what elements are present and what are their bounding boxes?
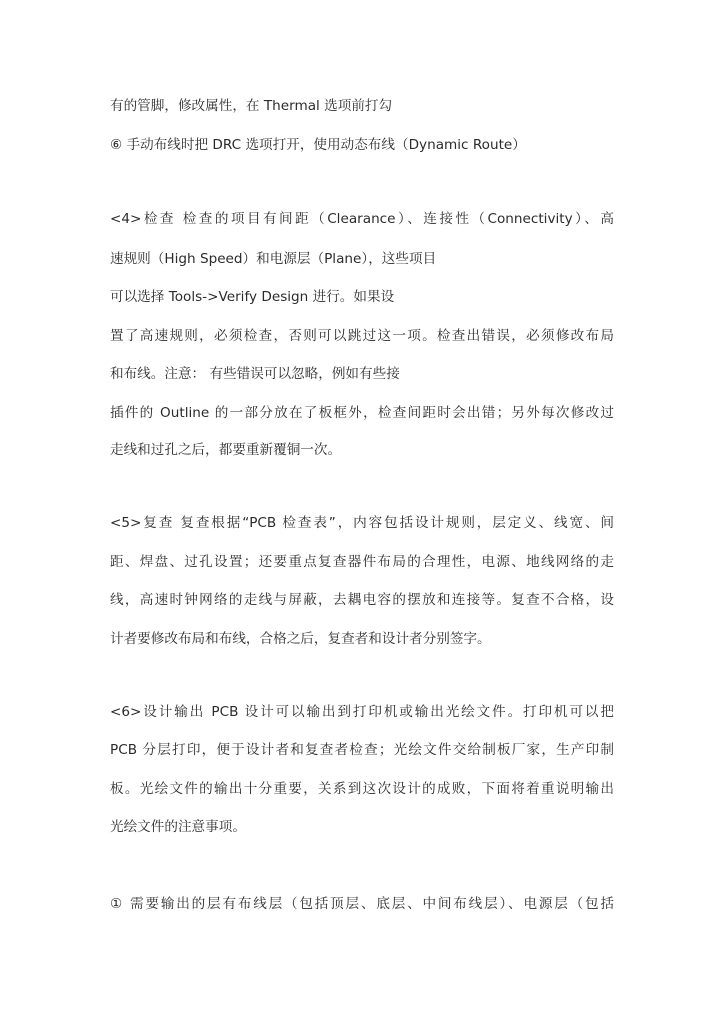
paragraph-line: 走线和过孔之后，都要重新覆铜一次。 [110, 442, 342, 458]
paragraph-line: 计者要修改布局和布线，合格之后，复查者和设计者分别签字。 [110, 631, 491, 647]
paragraph-line: 线，高速时钟网络的走线与屏蔽，去耦电容的摆放和连接等。复查不合格，设 [110, 592, 614, 608]
paragraph-line: 置了高速规则，必须检查，否则可以跳过这一项。检查出错误，必须修改布局 [110, 328, 614, 344]
paragraph-line: 插件的 Outline 的一部分放在了板框外，检查间距时会出错；另外每次修改过 [110, 405, 614, 421]
section-4-heading-line: <4>检查 检查的项目有间距（Clearance）、连接性（Connectivity）、高 [110, 211, 614, 227]
paragraph-line: 和布线。注意： 有些错误可以忽略，例如有些接 [110, 366, 400, 382]
paragraph-line: 可以选择 Tools->Verify Design 进行。如果设 [110, 289, 395, 305]
paragraph-line: 有的管脚，修改属性，在 Thermal 选项前打勾 [110, 98, 393, 114]
paragraph-line: PCB 分层打印，便于设计者和复查者检查；光绘文件交给制板厂家，生产印制 [110, 742, 614, 758]
paragraph-line: 距、焊盘、过孔设置；还要重点复查器件布局的合理性，电源、地线网络的走 [110, 554, 614, 570]
paragraph-line: 速规则（High Speed）和电源层（Plane），这些项目 [110, 251, 437, 267]
list-item-line: ① 需要输出的层有布线层（包括顶层、底层、中间布线层）、电源层（包括 [110, 896, 614, 912]
section-5-heading-line: <5>复查 复查根据“PCB 检查表”，内容包括设计规则，层定义、线宽、间 [110, 515, 614, 531]
paragraph-line: 光绘文件的注意事项。 [110, 819, 246, 835]
section-6-heading-line: <6>设计输出 PCB 设计可以输出到打印机或输出光绘文件。打印机可以把 [110, 704, 614, 720]
paragraph-line: 板。光绘文件的输出十分重要，关系到这次设计的成败，下面将着重说明输出 [110, 781, 614, 797]
paragraph-line: ⑥ 手动布线时把 DRC 选项打开，使用动态布线（Dynamic Route） [110, 137, 526, 153]
